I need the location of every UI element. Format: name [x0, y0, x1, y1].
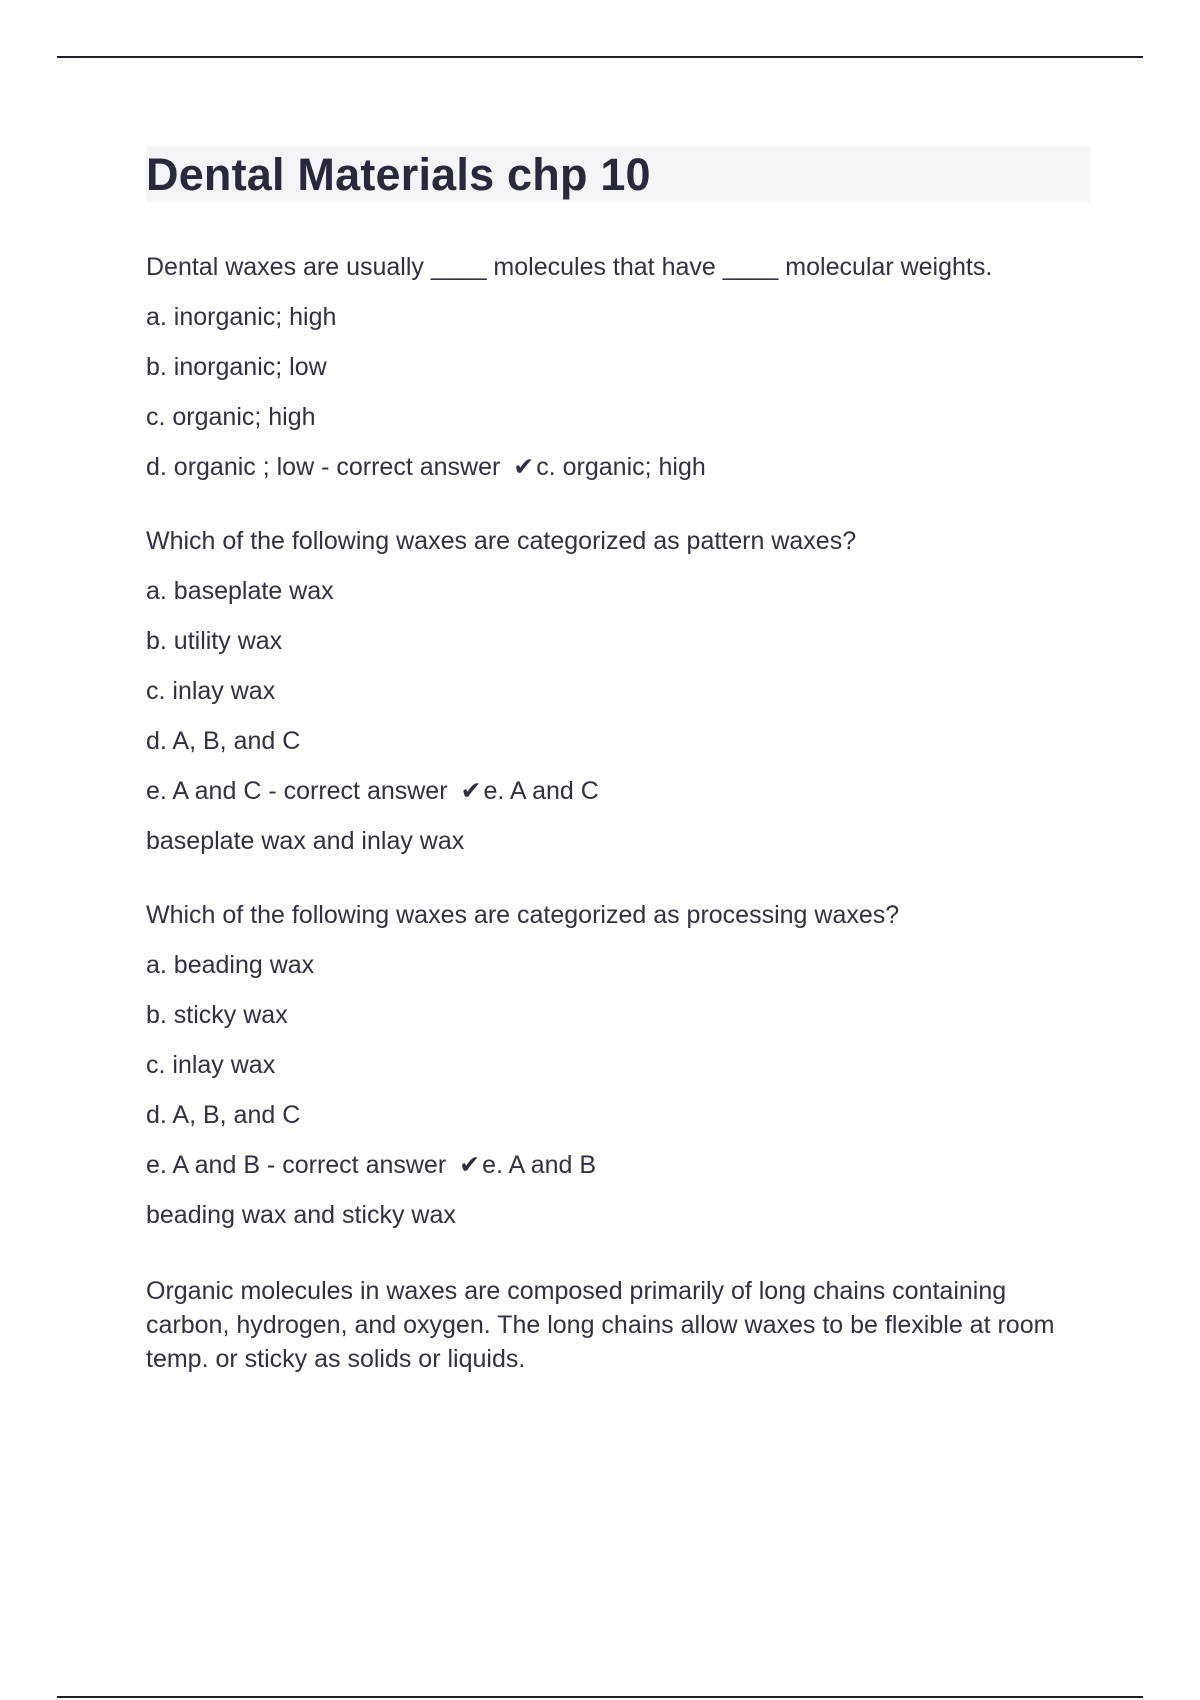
- question-stem: Which of the following waxes are categorized as pattern waxes?: [146, 527, 857, 555]
- answer-explanation: baseplate wax and inlay wax: [146, 827, 465, 855]
- bottom-rule: [57, 1696, 1143, 1698]
- correct-answer-label: correct answer: [282, 1151, 447, 1179]
- answer-option: c. inlay wax: [146, 1051, 276, 1079]
- answer-line: [146, 452, 1090, 482]
- answer-option: e. A and B -: [146, 1151, 276, 1179]
- correct-answer-text: e. A and B: [482, 1151, 597, 1179]
- correct-answer-label: correct answer: [336, 453, 501, 481]
- question-stem: Which of the following waxes are categorized as processing waxes?: [146, 901, 900, 929]
- question-1: [146, 252, 1090, 482]
- question-3: [146, 900, 1090, 1230]
- document-body: [146, 146, 1090, 1376]
- correct-answer-label: correct answer: [283, 777, 448, 805]
- answer-option: b. utility wax: [146, 627, 283, 655]
- answer-option: b. inorganic; low: [146, 353, 327, 381]
- answer-option: d. A, B, and C: [146, 1101, 301, 1129]
- question-2: [146, 526, 1090, 856]
- answer-explanation: beading wax and sticky wax: [146, 1201, 456, 1229]
- checkmark-icon: ✔: [513, 453, 535, 481]
- checkmark-icon: ✔: [459, 1151, 481, 1179]
- title-band: [146, 146, 1090, 202]
- top-rule: [57, 56, 1143, 58]
- answer-option: d. organic ; low -: [146, 453, 330, 481]
- correct-answer-text: c. organic; high: [536, 453, 706, 481]
- answer-option: b. sticky wax: [146, 1001, 288, 1029]
- correct-answer-text: e. A and C: [483, 777, 599, 805]
- answer-option: a. beading wax: [146, 951, 315, 979]
- answer-option: e. A and C -: [146, 777, 277, 805]
- checkmark-icon: ✔: [460, 777, 482, 805]
- answer-option: a. baseplate wax: [146, 577, 334, 605]
- answer-option: a. inorganic; high: [146, 303, 337, 331]
- answer-line: [146, 1150, 1090, 1180]
- question-stem: Dental waxes are usually ____ molecules that have ____ molecular weights.: [146, 253, 993, 281]
- answer-option: c. organic; high: [146, 403, 316, 431]
- answer-line: [146, 776, 1090, 806]
- answer-option: c. inlay wax: [146, 677, 276, 705]
- document-title: Dental Materials chp 10: [146, 148, 651, 200]
- answer-option: d. A, B, and C: [146, 727, 301, 755]
- closing-paragraph: Organic molecules in waxes are composed primarily of long chains containing carbon, hydrogen, and oxygen. The long chains allow waxes to be flexible at room temp. or sticky as solids or liquids.: [146, 1277, 1055, 1373]
